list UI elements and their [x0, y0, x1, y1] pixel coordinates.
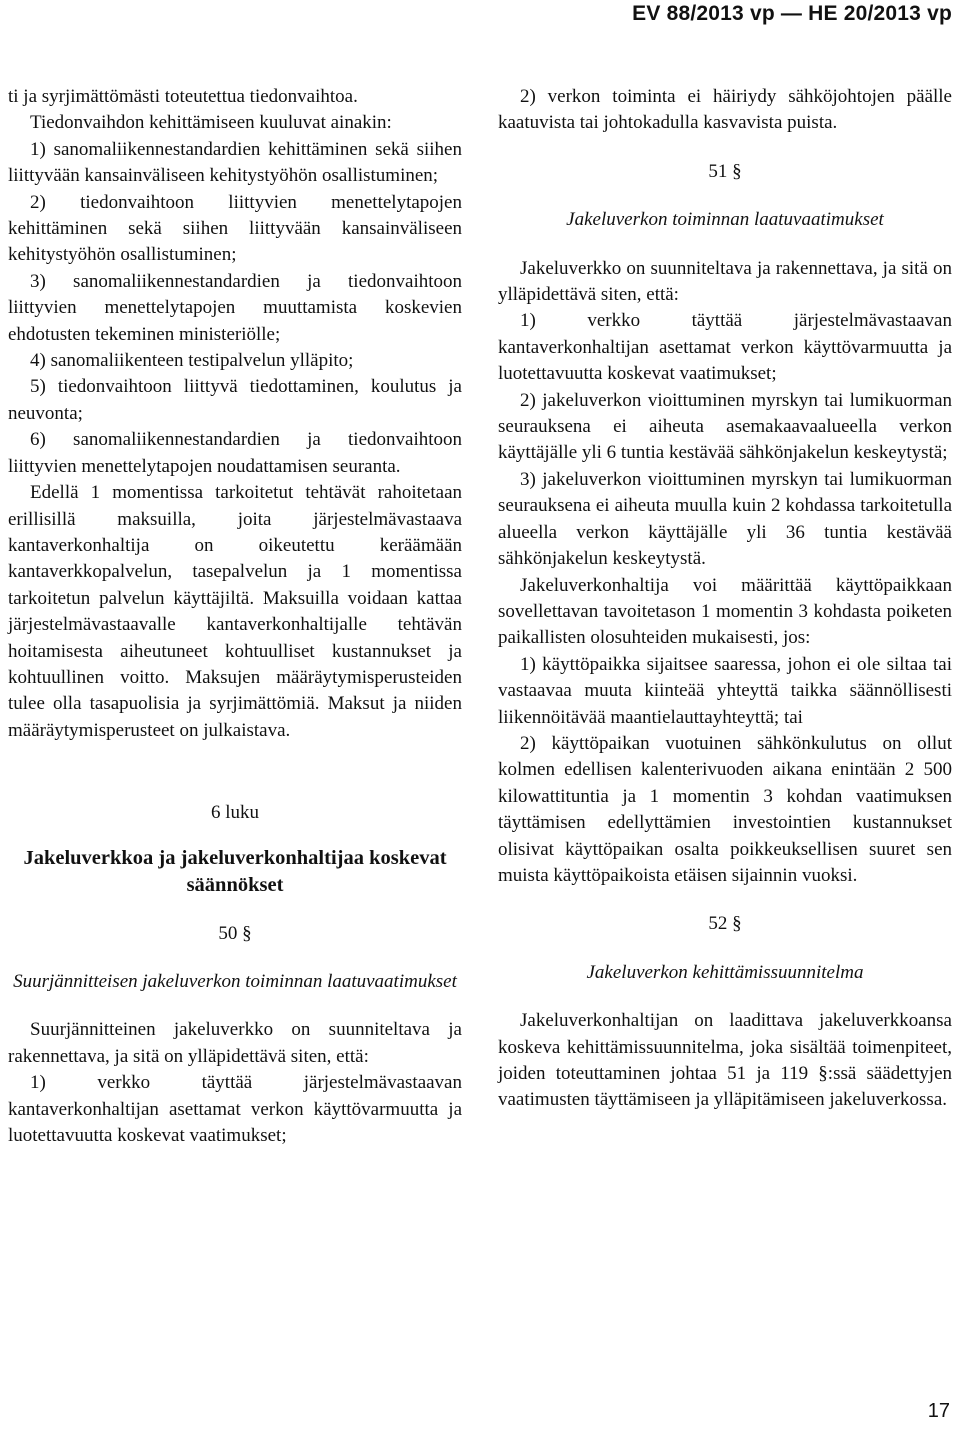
paragraph-body: Edellä 1 momentissa tarkoitetut tehtävät rahoitetaan erillisillä maksuilla, joita järjestelmävastaava kantaverkonhaltija on oikeutettu keräämään kantaverkkopalvelun, tasepalvelun ja 1 momentissa tarkoitetun palvelun käyttäjiltä. Maksuilla voidaan kattaa järjestelmävastaavalle kantaverkonhaltijalle tehtävän hoitamisesta aiheutuneet kohtuulliset kustannukset ja kohtuullinen voitto. Maksujen määräytymisperusteiden tulee olla tasapuolisia ja syrjimättömiä. Maksut ja niiden määräytymisperusteet on julkaistava. — [8, 482, 462, 741]
section-paragraph: Jakeluverkko on suunniteltava ja rakennettava, ja sitä on ylläpidettävä siten, että: — [498, 257, 952, 306]
list-item: 5) tiedonvaihtoon liittyvä tiedottaminen, koulutus ja neuvonta; — [8, 376, 462, 424]
section-title: Jakeluverkon kehittämissuunnitelma — [586, 961, 864, 983]
list-item: 1) sanomaliikennestandardien kehittäminen sekä siihen liittyvään kansainväliseen kehitystyöhön osallistuminen; — [8, 138, 462, 187]
section-number: 50 § — [218, 922, 252, 944]
section-title: Suurjännitteisen jakeluverkon toiminnan laatuvaatimukset — [13, 970, 457, 992]
list-item: 3) sanomaliikennestandardien ja tiedonvaihtoon liittyvien menettelytapojen muuttamista koskevien ehdotusten tekeminen ministeriölle; — [8, 270, 462, 345]
list-item: 2) verkon toiminta ei häiriydy sähköjohtojen päälle kaatuvista tai johtokadulla kasvavista puista. — [498, 86, 952, 134]
list-item: 6) sanomaliikennestandardien ja tiedonvaihtoon liittyvien menettelytapojen noudattamisen seuranta. — [8, 429, 462, 477]
list-item: 2) tiedonvaihtoon liittyvien menettelytapojen kehittäminen sekä siihen liittyvään kansainväliseen kehitystyöhön osallistuminen; — [8, 191, 462, 266]
section-paragraph: Suurjännitteinen jakeluverkko on suunniteltava ja rakennettava, ja sitä on ylläpidettävä siten, että: — [8, 1019, 462, 1067]
list-item: 1) verkko täyttää järjestelmävastaavan kantaverkonhaltijan asettamat verkon käyttövarmuutta ja luotettavuutta koskevat vaatimukset; — [8, 1072, 462, 1146]
section-paragraph: Jakeluverkonhaltija voi määrittää käyttöpaikkaan sovellettavan tavoitetason 1 momentin 3 kohdasta poiketen paikallisten olosuhteiden mukaisesti, jos: — [498, 574, 952, 649]
list-item: 1) verkko täyttää järjestelmävastaavan kantaverkonhaltijan asettamat verkon käyttövarmuutta ja luotettavuutta koskevat vaatimukset; — [498, 310, 952, 385]
list-item: 4) sanomaliikenteen testipalvelun ylläpito; — [30, 350, 354, 372]
section-title: Jakeluverkon toiminnan laatuvaatimukset — [566, 209, 884, 231]
section-paragraph: Jakeluverkonhaltijan on laadittava jakeluverkkoansa koskeva kehittämissuunnitelma, joka sisältää toimenpiteet, joiden toteuttaminen johtaa 51 ja 119 §:ssä säädettyjen vaatimusten täyttämiseen ja ylläpitämiseen jakeluverkossa. — [498, 1010, 952, 1111]
list-item: 3) jakeluverkon vioittuminen myrskyn tai lumikuorman seurauksena ei aiheuta muulla kuin 2 kohdassa tarkoitetulla alueella verkon käyttäjälle yli 36 tuntia kestävää sähkönjakelun keskeytystä. — [498, 468, 952, 570]
chapter-title: Jakeluverkkoa ja jakeluverkonhaltijaa koskevat säännökset — [23, 846, 447, 896]
page-number: 17 — [927, 1400, 950, 1422]
list-item: 2) jakeluverkon vioittuminen myrskyn tai lumikuorman seurauksena ei aiheuta asemakaavaalueella verkon käyttäjälle yli 6 tuntia kestävää sähkönjakelun keskeytystä; — [498, 389, 952, 464]
list-item: 1) käyttöpaikka sijaitsee saaressa, johon ei ole siltaa tai vastaavaa muuta kiinteää yhteyttä taikka säännöllisesti liikennöitävää maantielauttayhteyttä; tai — [498, 653, 952, 728]
document-header: EV 88/2013 vp — HE 20/2013 vp — [632, 2, 952, 25]
right-column — [498, 84, 952, 1114]
paragraph-continuation: ti ja syrjimättömästi toteutettua tiedonvaihtoa. — [8, 86, 358, 107]
section-number: 51 § — [708, 160, 742, 182]
list-item: 2) käyttöpaikan vuotuinen sähkönkulutus on ollut kolmen edellisen kalenterivuoden aikana enintään 2 500 kilowattituntia ja 1 momentin 3 kohdan vaatimuksen täyttämisen edellyttämien investointien kustannukset olisivat käyttöpaikan osalta poikkeuksellisen suuret sen muista käyttöpaikoista etäisen sijainnin vuoksi. — [498, 732, 952, 886]
paragraph-intro: Tiedonvaihdon kehittämiseen kuuluvat ainakin: — [30, 112, 392, 134]
chapter-number: 6 luku — [210, 802, 260, 824]
section-number: 52 § — [708, 913, 742, 935]
left-column — [8, 84, 462, 1149]
